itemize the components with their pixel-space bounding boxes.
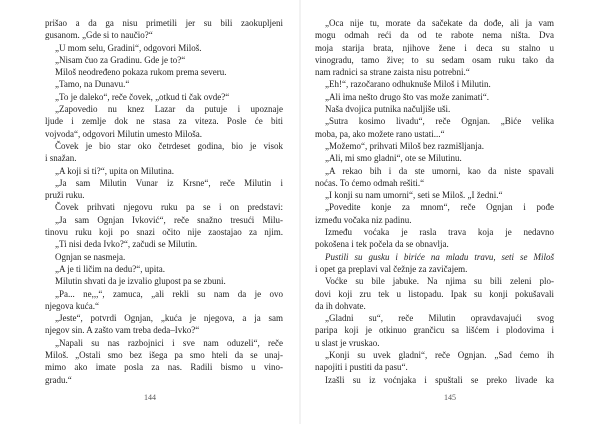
text-line: Milutin shvati da je izvalio glupost pa se zbuni. [55, 276, 226, 287]
text-line: Čovek prihvati njegovu ruku pa se i on predstavi: [55, 202, 283, 213]
text-line: i snažan. [45, 153, 77, 164]
text-line: gusanom. „Gde si to naučio?“ [45, 30, 153, 41]
text-line: „Ali, mi smo gladni“, ote se Milutinu. [325, 153, 462, 164]
text-line: „Možemo“, prihvati Miloš bez razmišljanja. [325, 140, 484, 151]
text-line: „Gladni su“, reče Milutin opravdavajući svog [325, 313, 554, 324]
text-line: Izašli su iz voćnjaka i spuštali se preko livade ka [325, 374, 554, 385]
text-line: „Oca nije tu, morate da sačekate da dođe, ali ja vam [325, 18, 554, 28]
text-line: Miloš. „Ostali smo bez išega pa smo hteli da se unaj- [45, 350, 283, 361]
text-line: noćas. To ćemo odmah rešiti.“ [315, 177, 425, 188]
text-line: ljude i zemlje dok ne stasa za viteza. Posle će biti [45, 116, 283, 127]
text-line: vinogradu, tamo žive; to su sedam osam ruku tako da [315, 54, 554, 65]
text-line: „To je daleko“, reče čovek, „otkud ti čak ovde?“ [55, 91, 230, 102]
text-line: „Ti nisi deda Ivko?“, začudi se Milutin. [55, 239, 198, 250]
text-line: da ih dohvate. [315, 300, 366, 311]
text-line: „Ali ima nešto drugo što vas može zanimati“. [325, 91, 489, 102]
text-line: „Nisam čuo za Gradinu. Gde je to?“ [55, 54, 186, 65]
text-line: vojvoda“, odgovori Milutin umesto Miloša. [45, 128, 202, 139]
text-line: „Tamo, na Dunavu.“ [55, 79, 130, 90]
right-page-number: 145 [444, 393, 456, 402]
text-line: „U mom selu, Gradini“, odgovori Miloš. [55, 42, 202, 53]
text-line: „Pa... ne,,,“, zamuca, „ali rekli su nam da je ovo [55, 288, 283, 299]
text-line: „Eh!“, razočarano odhuknuše Miloš i Milutin. [325, 79, 491, 90]
text-line: Pustili su gusku i biriće na mladu travu, seti se Miloš [325, 251, 554, 262]
text-line: u slast je vruskao. [315, 337, 380, 348]
text-line: „Zapovedio nu knez Lazar da putuje i upoznaje [55, 104, 283, 115]
text-line: pokošena i tek počela da se obnavlja. [315, 239, 449, 250]
text-line: gradu.“ [45, 374, 72, 385]
text-line: napojiti i pustiti da pasu“. [315, 362, 408, 373]
text-line: moba, pa, ako možete rano ustati...“ [315, 128, 445, 139]
text-line: pruži ruku. [45, 190, 85, 201]
text-line: Naša dvojica putnika načuljiše uši. [325, 104, 451, 115]
text-line: tinovu ruku koji po snazi očito nije zaostajao za njim. [45, 227, 283, 238]
text-line: „Konji su uvek gladni“, reče Ognjan. „Sad ćemo ih [325, 350, 554, 361]
text-line: Miloš neodređeno pokaza rukom prema severu. [55, 67, 227, 78]
left-page-text [45, 17, 283, 386]
text-line: mimo ako imate posla za nas. Radili bismo u vino- [45, 362, 283, 373]
text-line: njegova kuća.“ [45, 300, 99, 311]
text-line: „Sutra kosimo livadu“, reče Ognjan. „Biće velika [325, 116, 554, 127]
text-line: „Jeste“, potvrdi Ognjan, „kuća je njegova, a ja sam [55, 313, 283, 324]
text-line: mogu odmah reći da od te rabote nema ništa. Dva [315, 30, 554, 41]
text-line: „Povedite konje za mnom“, reče Ognjan i pođe [325, 202, 554, 213]
text-line: Voćke su bile jabuke. Na njima su bili zeleni plo- [325, 276, 554, 287]
text-line: „Ja sam Ognjan Ivković“, reče snažno tresući Milu- [55, 214, 283, 225]
text-line: Čovek je bio star oko četrdeset godina, bio je visok [55, 140, 283, 151]
text-line: „A koji si ti?“, upita on Milutina. [55, 165, 174, 176]
text-line: „I konji su nam umorni“, seti se Miloš. „I žedni.“ [325, 190, 503, 201]
text-line: Ognjan se nasmeja. [55, 251, 126, 262]
text-line: i opet ga preplavi val čežnje za zavičajem. [315, 263, 468, 274]
text-line: „A je ti ličim na dedu?“, upita. [55, 263, 165, 274]
text-line: između vočaka niz padinu. [315, 214, 412, 225]
right-page [300, 0, 600, 424]
text-line: njegov sin. A zašto vam treba deda–Ivko?“ [45, 325, 200, 336]
right-page-text [315, 17, 554, 386]
text-line: „Ja sam Milutin Vunar iz Krsne“, reče Milutin i [55, 177, 283, 188]
left-page-number: 144 [144, 393, 156, 402]
text-line: prišao a da ga nisu primetili jer su bili zaokupljeni [45, 18, 283, 28]
text-line: paripa koji je otkinuo grančicu sa lišćem i plodovima i [315, 325, 554, 336]
text-line: Između voćaka je rasla trava koja je nedavno [325, 227, 554, 238]
text-line: dovi koji zru tek u listopadu. Ipak su konji pokušavali [315, 288, 554, 299]
text-line: nam radnici sa strane zaista nisu potrebni.“ [315, 67, 470, 78]
text-line: „A rekao bih i da ste umorni, kao da niste spavali [325, 165, 554, 176]
text-line: moja starija brata, njihove žene i deca su stalno u [315, 42, 554, 53]
text-line: „Napali su nas razbojnici i sve nam oduzeli“, reče [55, 337, 283, 348]
